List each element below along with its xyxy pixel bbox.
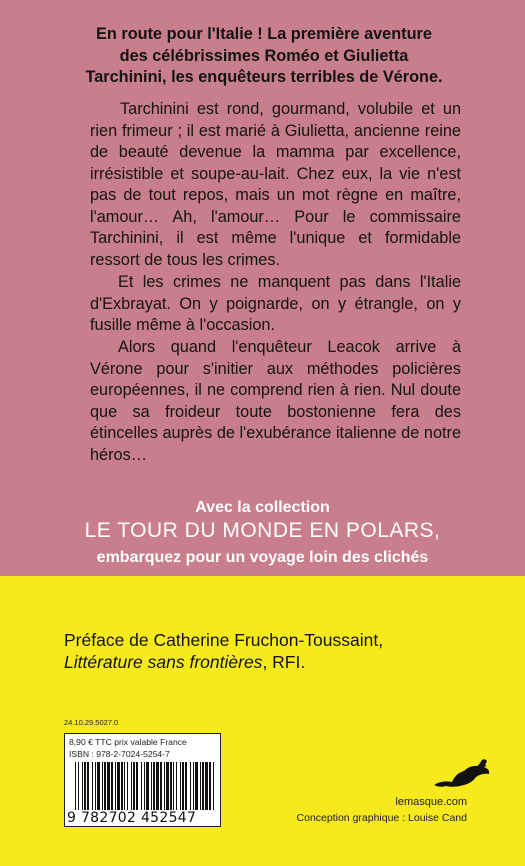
barcode-bar xyxy=(117,762,120,810)
barcode-bar xyxy=(156,762,159,810)
barcode-bar xyxy=(82,762,83,810)
barcode-bar xyxy=(131,762,132,810)
barcode-bar xyxy=(97,762,100,810)
barcode-bar xyxy=(213,762,214,810)
barcode-bar xyxy=(146,762,149,810)
barcode-bar xyxy=(153,762,155,810)
barcode-bar xyxy=(164,762,165,810)
summary-paragraph-1: Tarchinini est rond, gourmand, volubile et un rien frimeur ; il est marié à Giulietta, ancienne reine de beauté devenue la mamma par excellence, irrésistible et soupe-au-lait. Chez eux, la vie n'est pas de tout repos, mais un mot règne en maître, l'amour… Ah, l'amour… Pour le commissaire Tarchinini, il est même l'unique et formidable ressort de tous les crimes. xyxy=(90,100,461,269)
publisher-website: lemasque.com xyxy=(395,796,467,808)
barcode-bar xyxy=(104,762,106,810)
barcode-bar xyxy=(200,762,201,810)
barcode-bar xyxy=(127,762,128,810)
barcode-bar xyxy=(170,762,172,810)
print-code: 24.10.29.5027.0 xyxy=(64,718,119,727)
isbn-text: ISBN : 978-2-7024-5254-7 xyxy=(69,749,170,759)
collection-lead: Avec la collection xyxy=(195,499,330,516)
preface-title: Littérature sans frontières xyxy=(64,652,263,672)
intro-line: Tarchinini, les enquêteurs terribles de Vérone. xyxy=(85,68,443,86)
barcode-bar xyxy=(202,762,204,810)
barcode-bar xyxy=(166,762,169,810)
barcode-bar xyxy=(84,762,86,810)
summary-paragraph-3: Alors quand l'enquêteur Leacok arrive à Vérone pour s'initier aux méthodes policières européennes, il ne comprend rien à rien. Nul doute que sa froideur toute bostonienne fera des étincelles auprès de l'exubérance italienne de notre héros… xyxy=(90,338,461,464)
barcode-bar xyxy=(151,762,152,810)
isbn-barcode xyxy=(75,762,215,810)
barcode-bar xyxy=(133,762,135,810)
barcode-bar xyxy=(141,762,142,810)
intro-blurb xyxy=(64,24,464,89)
price-barcode-box xyxy=(64,733,221,827)
barcode-bar xyxy=(209,762,211,810)
price-text: 8,90 € TTC prix valable France xyxy=(69,737,187,747)
barcode-digits: 9 782702 452547 xyxy=(67,810,197,826)
preface-suffix: , RFI. xyxy=(262,652,306,672)
barcode-bar xyxy=(193,762,194,810)
barcode-bar xyxy=(190,762,191,810)
preface-credit xyxy=(64,629,484,673)
barcode-bar xyxy=(124,762,125,810)
barcode-bar xyxy=(205,762,208,810)
summary-paragraph-2: Et les crimes ne manquent pas dans l'Italie d'Exbrayat. On y poignarde, on y étrangle, on y fusille même à l'occasion. xyxy=(90,273,461,334)
barcode-bar xyxy=(121,762,123,810)
intro-line: des célébrissimes Roméo et Giulietta xyxy=(119,46,409,65)
barcode-bar xyxy=(92,762,93,810)
barcode-bar xyxy=(176,762,177,810)
preface-prefix: Préface de Catherine Fruchon-Toussaint, xyxy=(64,630,384,650)
barcode-bar xyxy=(87,762,89,810)
mask-figure-icon xyxy=(432,755,492,791)
barcode-bar xyxy=(144,762,145,810)
design-credit: Conception graphique : Louise Cand xyxy=(296,812,467,824)
intro-line: En route pour l'Italie ! La première aventure xyxy=(96,25,432,43)
barcode-bar xyxy=(75,762,76,810)
barcode-bar xyxy=(111,762,113,810)
barcode-bar xyxy=(173,762,174,810)
barcode-bar xyxy=(115,762,116,810)
barcode-bar xyxy=(180,762,181,810)
barcode-bar xyxy=(102,762,103,810)
collection-text: embarquez pour un voyage loin des clichés xyxy=(96,549,429,566)
barcode-bar xyxy=(95,762,96,810)
barcode-bar xyxy=(160,762,162,810)
barcode-bar xyxy=(136,762,138,810)
barcode-bar xyxy=(195,762,198,810)
barcode-bar xyxy=(107,762,110,810)
barcode-bar xyxy=(182,762,184,810)
barcode-bar xyxy=(185,762,187,810)
barcode-bar xyxy=(78,762,79,810)
collection-name: LE TOUR DU MONDE EN POLARS, xyxy=(84,519,441,542)
